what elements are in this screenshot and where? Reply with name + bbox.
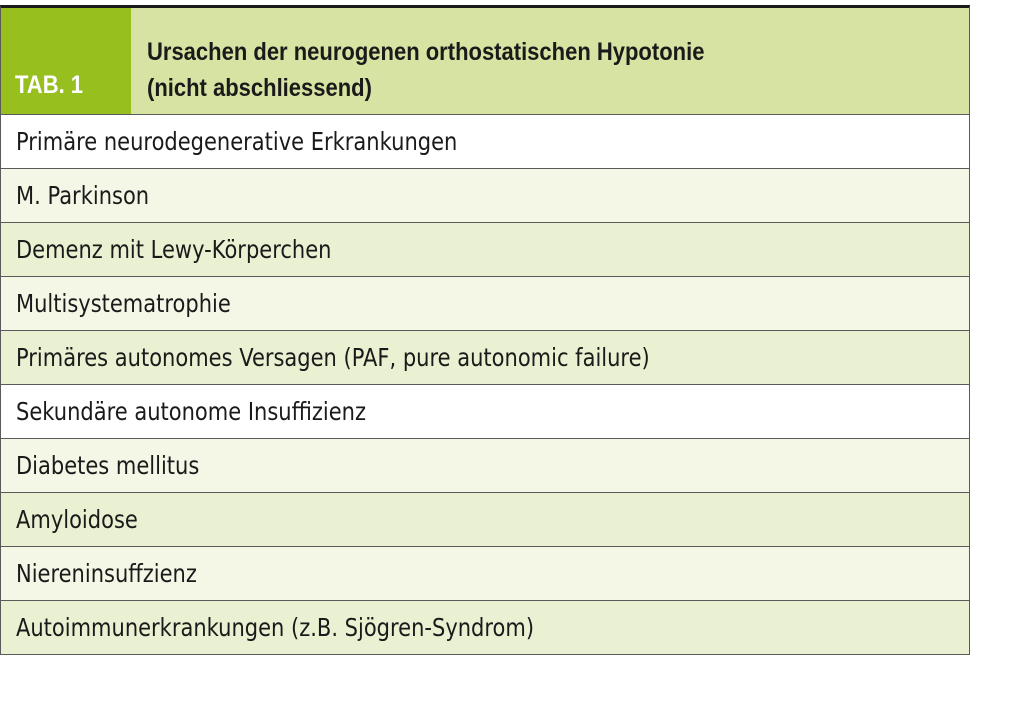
row-text: Autoimmunerkrankungen (z.B. Sjögren-Syndrom): [16, 613, 535, 642]
row-text: Amyloidose: [16, 505, 138, 534]
table-title-line-1: Ursachen der neurogenen orthostatischen Hypotonie: [147, 38, 705, 66]
row-text: M. Parkinson: [16, 181, 150, 210]
table-row: [1, 493, 969, 547]
table-title-line-2: (nicht abschliessend): [147, 74, 372, 102]
row-text: Sekundäre autonome Insuffizienz: [16, 397, 366, 426]
table-row: [1, 385, 969, 439]
table-row: [1, 331, 969, 385]
row-text: Primäre neurodegenerative Erkrankungen: [16, 127, 458, 156]
table-header: [1, 8, 969, 115]
table-number-label: [1, 8, 131, 114]
row-text: Demenz mit Lewy-Körperchen: [16, 235, 332, 264]
row-text: Niereninsuffzienz: [16, 559, 197, 588]
table-row: [1, 223, 969, 277]
table-row: [1, 439, 969, 493]
table-number-text: TAB. 1: [15, 71, 84, 99]
table-row: [1, 277, 969, 331]
causes-table: [0, 5, 970, 655]
table-title: [131, 8, 969, 114]
row-text: Diabetes mellitus: [16, 451, 200, 480]
row-text: Primäres autonomes Versagen (PAF, pure autonomic failure): [16, 343, 650, 372]
table-row: [1, 547, 969, 601]
table-row: [1, 169, 969, 223]
table-row: [1, 601, 969, 655]
row-text: Multisystematrophie: [16, 289, 231, 318]
table-row: [1, 115, 969, 169]
